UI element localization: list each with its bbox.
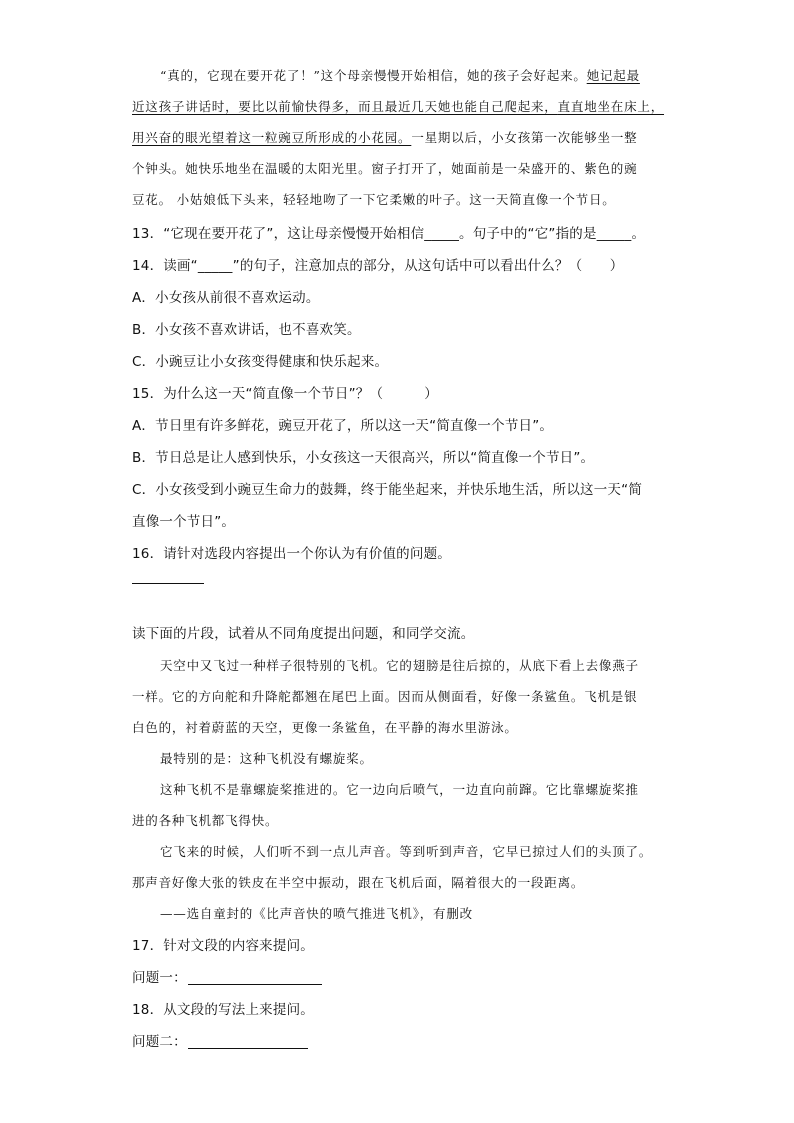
- passage1-text: “真的，它现在要开花了！”这个母亲慢慢开始相信，她的孩子会好起来。: [160, 68, 587, 83]
- answer-blank-18[interactable]: [188, 1048, 308, 1049]
- passage1-line3: [132, 128, 672, 148]
- section2-instruction: 读下面的片段，试着从不同角度提出问题，和同学交流。: [132, 626, 475, 642]
- passage2-p1-line3: 白色的，衬着蔚蓝的天空，更像一条鲨鱼，在平静的海水里游泳。: [132, 720, 518, 735]
- question-15-option-c: C．小女孩受到小豌豆生命力的鼓舞，终于能坐起来，并快乐地生活，所以这一天“简: [132, 482, 643, 498]
- question-18: 18．从文段的写法上来提问。: [132, 1002, 314, 1018]
- question-17-answer-label: 问题一：: [132, 970, 187, 986]
- question-14: 14．读画“_____”的句子，注意加点的部分，从这句话中可以看出什么？（ ）: [132, 258, 624, 274]
- underlined-sentence: 近这孩子讲话时，要比以前愉快得多，而且最近几天她也能自己爬起来，: [132, 99, 558, 114]
- passage1-line5: 豆花。 小姑娘低下头来，轻轻地吻了一下它柔嫩的叶子。这一天简直像一个节日。: [132, 192, 616, 207]
- question-13: 13．“它现在要开花了”，这让母亲慢慢开始相信_____。句子中的“它”指的是_____。: [132, 226, 646, 242]
- passage2-p1-line2: 一样。它的方向舵和升降舵都翘在尾巴上面。因而从侧面看，好像一条鲨鱼。飞机是银: [132, 689, 638, 704]
- passage2-p1-line1: 天空中又飞过一种样子很特别的飞机。它的翅膀是往后掠的，从底下看上去像燕子: [160, 658, 639, 673]
- question-17: 17．针对文段的内容来提问。: [132, 938, 314, 954]
- passage2-p2: 最特别的是：这种飞机没有螺旋桨。: [160, 751, 373, 766]
- passage2-p3-line1: 这种飞机不是靠螺旋桨推进的。它一边向后喷气，一边直向前蹿。它比靠螺旋桨推: [160, 782, 639, 797]
- passage1-line4: 个钟头。她快乐地坐在温暖的太阳光里。窗子打开了，她面前是一朵盛开的、紫色的豌: [132, 161, 638, 176]
- answer-blank-17[interactable]: [188, 984, 322, 985]
- passage1-line2: [132, 97, 672, 117]
- question-14-option-b: B．小女孩不喜欢讲话，也不喜欢笑。: [132, 322, 361, 338]
- question-15: 15．为什么这一天“简直像一个节日”？（ ）: [132, 386, 438, 402]
- passage2-p4-line2: 那声音好像大张的铁皮在半空中振动，跟在飞机后面，隔着很大的一段距离。: [132, 875, 585, 890]
- underlined-sentence: 直直地坐在床上，: [557, 99, 665, 114]
- question-15-option-b: B．节日总是让人感到快乐，小女孩这一天很高兴，所以“简直像一个节日”。: [132, 450, 595, 466]
- question-18-answer-label: 问题二：: [132, 1034, 187, 1050]
- passage1-text: 一星期以后，小女孩第一次能够坐一整: [411, 130, 638, 145]
- question-15-option-c-continued: 直像一个节日”。: [132, 514, 236, 530]
- passage2-p4-line1: 它飞来的时候，人们听不到一点儿声音。等到听到声音，它早已掠过人们的头顶了。: [160, 844, 653, 859]
- underlined-sentence: 用兴奋的眼光望着这一粒豌豆所形成的小花园。: [132, 130, 412, 145]
- passage2-source: ——选自童封的《比声音快的喷气推进飞机》，有删改: [160, 906, 473, 921]
- answer-blank-16[interactable]: [132, 583, 204, 584]
- passage1-line1: [160, 66, 700, 86]
- underlined-sentence: 她记起最: [586, 68, 640, 83]
- passage2-p3-line2: 进的各种飞机都飞得快。: [132, 813, 279, 828]
- question-15-option-a: A．节日里有许多鲜花，豌豆开花了，所以这一天“简直像一个节日”。: [132, 418, 554, 434]
- question-16: 16．请针对选段内容提出一个你认为有价值的问题。: [132, 546, 451, 562]
- question-14-option-a: A．小女孩从前很不喜欢运动。: [132, 290, 320, 306]
- question-14-option-c: C．小豌豆让小女孩变得健康和快乐起来。: [132, 354, 389, 370]
